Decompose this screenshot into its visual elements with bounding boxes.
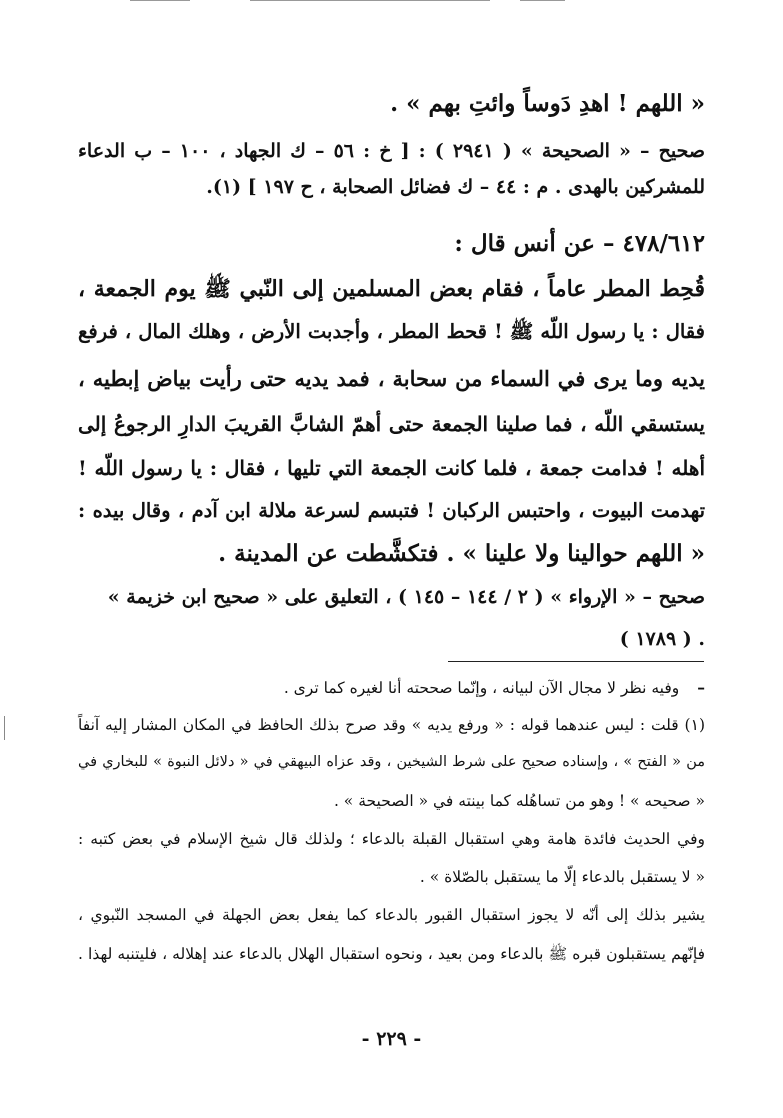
top-rule-center bbox=[250, 0, 490, 1]
hadith-line-5: أهله ! فدامت جمعة ، فلما كانت الجمعة التي تليها ، فقال : يا رسول اللّه ! bbox=[78, 456, 705, 480]
margin-tick bbox=[4, 716, 5, 740]
page-number: - ٢٢٩ - bbox=[361, 1028, 422, 1050]
footnote-separator bbox=[448, 661, 704, 662]
footnote-1-line-7: فإنّهم يستقبلون قبره ﷺ بالدعاء ومن بعيد ، ونحوه استقبال الهلال بالدعاء عند إهلاله ، فليتنبه لهذا . bbox=[78, 945, 705, 963]
grading-line-1: صحيح – « الإرواء » ( ٢ / ١٤٤ – ١٤٥ ) ، التعليق على « صحيح ابن خزيمة » bbox=[107, 586, 705, 608]
supplication-line: « اللهم ! اهدِ دَوساً وائتِ بهم » . bbox=[390, 90, 705, 117]
top-rule-right bbox=[520, 0, 565, 1]
footnote-1-line-6: يشير بذلك إلى أنّه لا يجوز استقبال القبور بالدعاء كما يفعل بعض الجهلة في المسجد النّبوي ، bbox=[78, 906, 705, 924]
hadith-line-7: « اللهم حوالينا ولا علينا » . فتكشَّطت عن المدينة . bbox=[218, 540, 705, 567]
hadith-heading: ٤٧٨/٦١٢ – عن أنس قال : bbox=[454, 230, 705, 257]
footnote-1-line-2: من « الفتح » ، وإسناده صحيح على شرط الشيخين ، وقد عزاه البيهقي في « دلائل النبوة » للبخاري في bbox=[78, 754, 705, 770]
source-line-2: للمشركين بالهدى . م : ٤٤ – ك فضائل الصحابة ، ح ١٩٧ ] (١). bbox=[206, 176, 705, 198]
hadith-line-4: يستسقي اللّه ، فما صلينا الجمعة حتى أهمّ الشابَّ القريبَ الدارِ الرجوعُ إلى bbox=[78, 412, 705, 436]
source-line-1: صحيح – « الصحيحة » ( ٢٩٤١ ) : [ خ : ٥٦ – ك الجهاد ، ١٠٠ – ب الدعاء bbox=[78, 140, 705, 162]
hadith-line-1: قُحِط المطر عاماً ، فقام بعض المسلمين إلى النّبي ﷺ يوم الجمعة ، bbox=[78, 276, 705, 302]
footnote-1-line-3: « صحيحه » ! وهو من تساهُله كما بينته في « الصحيحة » . bbox=[333, 792, 705, 810]
footnote-1-line-4: وفي الحديث فائدة هامة وهي استقبال القبلة بالدعاء ؛ ولذلك قال شيخ الإسلام في بعض كتبه : bbox=[78, 830, 705, 848]
footnote-1-line-1: (١) قلت : ليس عندهما قوله : « ورفع يديه » وقد صرح بذلك الحافظ في المكان المشار إليه آنفاً bbox=[78, 716, 705, 734]
footnote-1-line-5: « لا يستقبل بالدعاء إلّا ما يستقبل بالصّلاة » . bbox=[419, 868, 705, 886]
hadith-line-3: يديه وما يرى في السماء من سحابة ، فمد يديه حتى رأيت بياض إبطيه ، bbox=[78, 366, 705, 391]
footnote-dash-text: وفيه نظر لا مجال الآن لبيانه ، وإنّما صححته أنا لغيره كما ترى . bbox=[283, 679, 680, 697]
footnote-dash-line bbox=[78, 678, 705, 697]
hadith-line-6: تهدمت البيوت ، واحتبس الركبان ! فتبسم لسرعة ملالة ابن آدم ، وقال بيده : bbox=[78, 499, 705, 522]
grading-line-2: . ( ١٧٨٩ ) bbox=[619, 628, 705, 650]
footnote-dash-mark: – bbox=[697, 678, 705, 697]
top-rule-left bbox=[130, 0, 190, 1]
hadith-line-2: فقال : يا رسول اللّه ﷺ ! قحط المطر ، وأجدبت الأرض ، وهلك المال ، فرفع bbox=[78, 320, 705, 343]
